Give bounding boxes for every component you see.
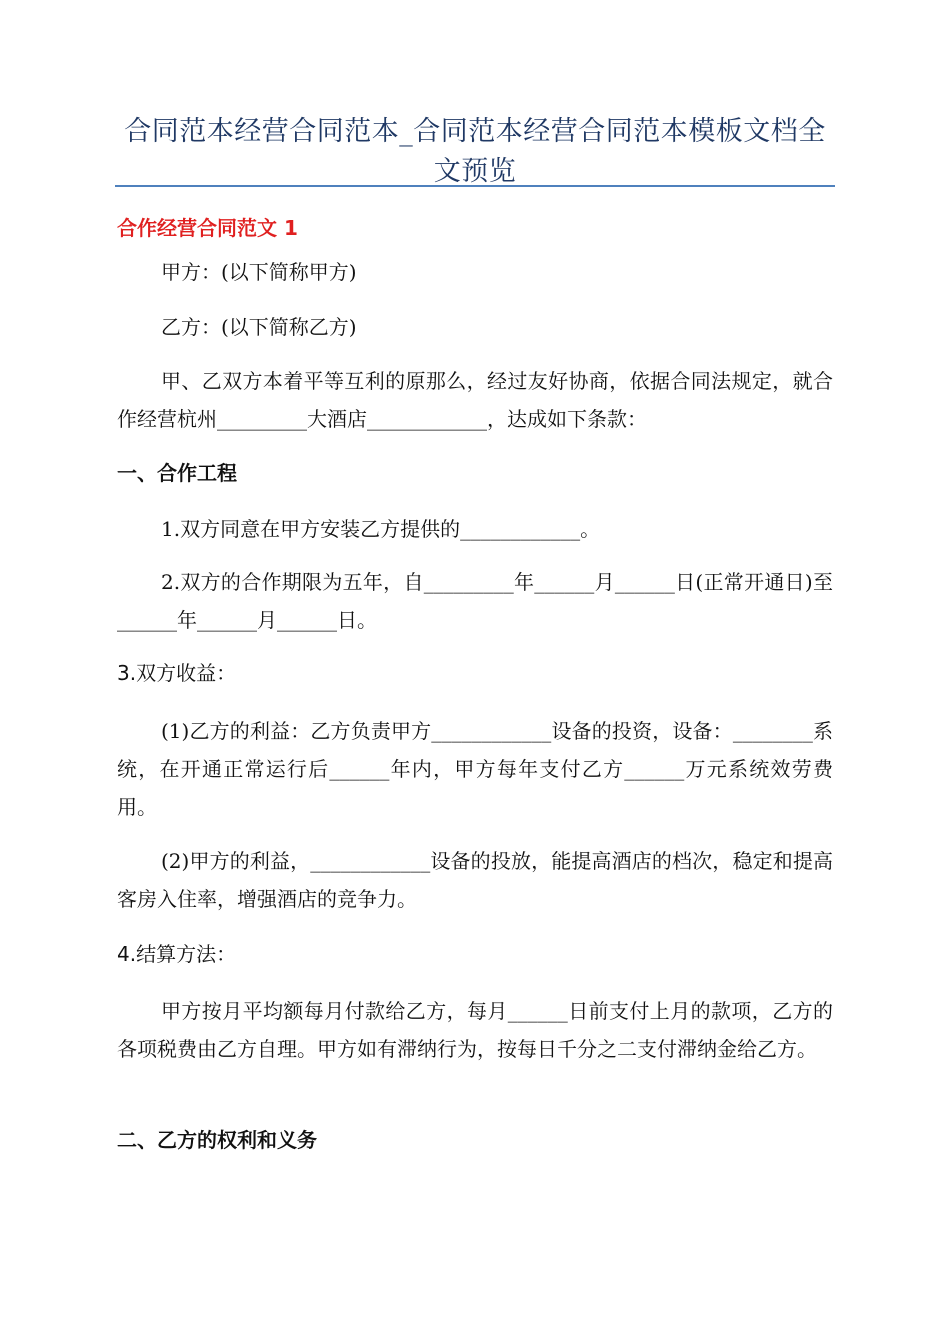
intro-paragraph: 甲、乙双方本着平等互利的原那么，经过友好协商，依据合同法规定，就合作经营杭州_________大酒店____________，达成如下条款： [117, 369, 833, 431]
title-divider [115, 185, 835, 187]
heading-settlement: 4.结算方法： [117, 942, 237, 966]
party-b-line: 乙方：(以下简称乙方) [161, 315, 357, 339]
party-a-line: 甲方：(以下简称甲方) [161, 260, 357, 284]
heading-party-b-rights: 二、乙方的权利和义务 [117, 1128, 317, 1152]
benefit-party-b: (1)乙方的利益：乙方负责甲方____________设备的投资，设备：________系统，在开通正常运行后______年内，甲方每年支付乙方______万元系统效劳费用。 [117, 719, 833, 819]
heading-mutual-benefits: 3.双方收益： [117, 661, 237, 685]
section-title: 合作经营合同范文 1 [117, 216, 298, 240]
clause-item-2: 2.双方的合作期限为五年，自_________年______月______日(正常开通日)至______年______月______日。 [117, 570, 833, 632]
heading-cooperation-project: 一、合作工程 [117, 461, 237, 485]
clause-item-1: 1.双方同意在甲方安装乙方提供的____________。 [161, 517, 601, 541]
benefit-party-a: (2)甲方的利益，____________设备的投放，能提高酒店的档次，稳定和提高客房入住率，增强酒店的竞争力。 [117, 849, 833, 911]
settlement-paragraph: 甲方按月平均额每月付款给乙方，每月______日前支付上月的款项，乙方的各项税费由乙方自理。甲方如有滞纳行为，按每日千分之二支付滞纳金给乙方。 [117, 999, 833, 1061]
document-title: 合同范本经营合同范本_合同范本经营合同范本模板文档全文预览 [124, 116, 826, 187]
